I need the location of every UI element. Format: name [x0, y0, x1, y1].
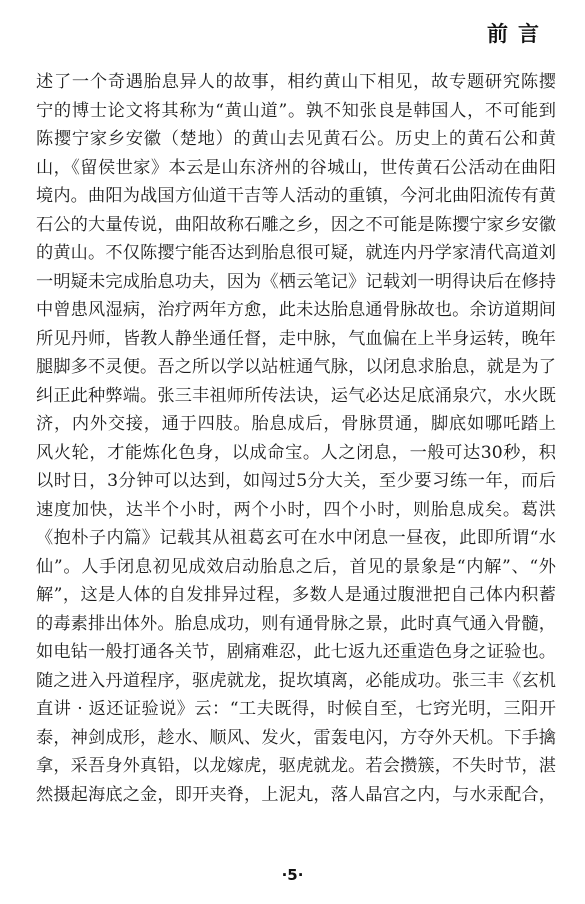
text-line: 如电钻一般打通各关节，剧痛难忍，此七返九还重造色身之证验也。: [36, 642, 556, 662]
text-line: 山，《留侯世家》本云是山东济州的谷城山，世传黄石公活动在曲阳: [36, 157, 556, 178]
text-line: 石公的大量传说，曲阳故称石雕之乡，因之不可能是陈撄宁家乡安徽: [36, 214, 556, 235]
text-line: 仙”。人手闭息初见成效启动胎息之后，首见的景象是“内解”、“外: [36, 556, 556, 577]
text-line: 然摄起海底之金，即开夹脊，上泥丸，落人晶宫之内，与水汞配合，: [36, 784, 556, 805]
text-line: 一明疑未完成胎息功夫，因为《栖云笔记》记载刘一明得诀后在修持: [36, 271, 556, 292]
text-line: 拿，采吾身外真铅，以龙嫁虎，驱虎就龙。若会攒簇，不失时节，湛: [36, 756, 556, 776]
text-line: 风火轮，才能炼化色身，以成命宝。人之闭息，一般可达30秒，积: [36, 442, 556, 463]
text-line: 宁的博士论文将其称为“黄山道”。孰不知张良是韩国人，不可能到: [36, 100, 556, 121]
text-line: 中曾患风湿病，治疗两年方愈，此未达胎息通骨脉故也。余访道期间: [36, 300, 556, 320]
text-line: 腿脚多不灵便。吾之所以学以站桩通气脉，以闭息求胎息，就是为了: [36, 357, 556, 377]
running-header: 前言: [487, 21, 549, 46]
page-number: ·5·: [281, 866, 304, 884]
text-line: 述了一个奇遇胎息异人的故事，相约黄山下相见，故专题研究陈撄: [36, 72, 556, 92]
text-line: 速度加快，达半个小时，两个小时，四个小时，则胎息成矣。葛洪: [36, 499, 556, 520]
text-line: 以时日，3分钟可以达到，如闯过5分大关，至少要习练一年，而后: [36, 471, 556, 491]
text-line: 随之进入丹道程序，驱虎就龙，捉坎填离，必能成功。张三丰《玄机: [36, 670, 556, 691]
text-line: 陈撄宁家乡安徽（楚地）的黄山去见黄石公。历史上的黄石公和黄: [36, 129, 556, 149]
text-line: 泰，神剑成形，趁水、顺风、发火，雷轰电闪，方夺外天机。下手擒: [36, 727, 556, 748]
text-line: 的毒素排出体外。胎息成功，则有通骨脉之景，此时真气通入骨髓，: [36, 613, 556, 634]
text-line: 直讲 · 返还证验说》云：“工夫既得，时候自至，七窍光明，三阳开: [36, 699, 556, 719]
text-line: 境内。曲阳为战国方仙道干吉等人活动的重镇，今河北曲阳流传有黄: [36, 186, 556, 206]
text-line: 解”，这是人体的自发排异过程，多数人是通过腹泄把自己体内积蓄: [36, 585, 556, 605]
text-line: 济，内外交接，通于四肢。胎息成后，骨脉贯通，脚底如哪吒踏上: [36, 414, 556, 434]
text-line: 《抱朴子内篇》记载其从祖葛玄可在水中闭息一昼夜，此即所谓“水: [36, 528, 556, 548]
text-line: 纠正此种弊端。张三丰祖师所传法诀，运气必达足底涌泉穴，水火既: [36, 385, 556, 406]
text-line: 的黄山。不仅陈撄宁能否达到胎息很可疑，就连内丹学家清代高道刘: [36, 243, 556, 263]
text-line: 所见丹师，皆教人静坐通任督，走中脉，气血偏在上半身运转，晚年: [36, 328, 556, 349]
body-text: [36, 68, 556, 809]
